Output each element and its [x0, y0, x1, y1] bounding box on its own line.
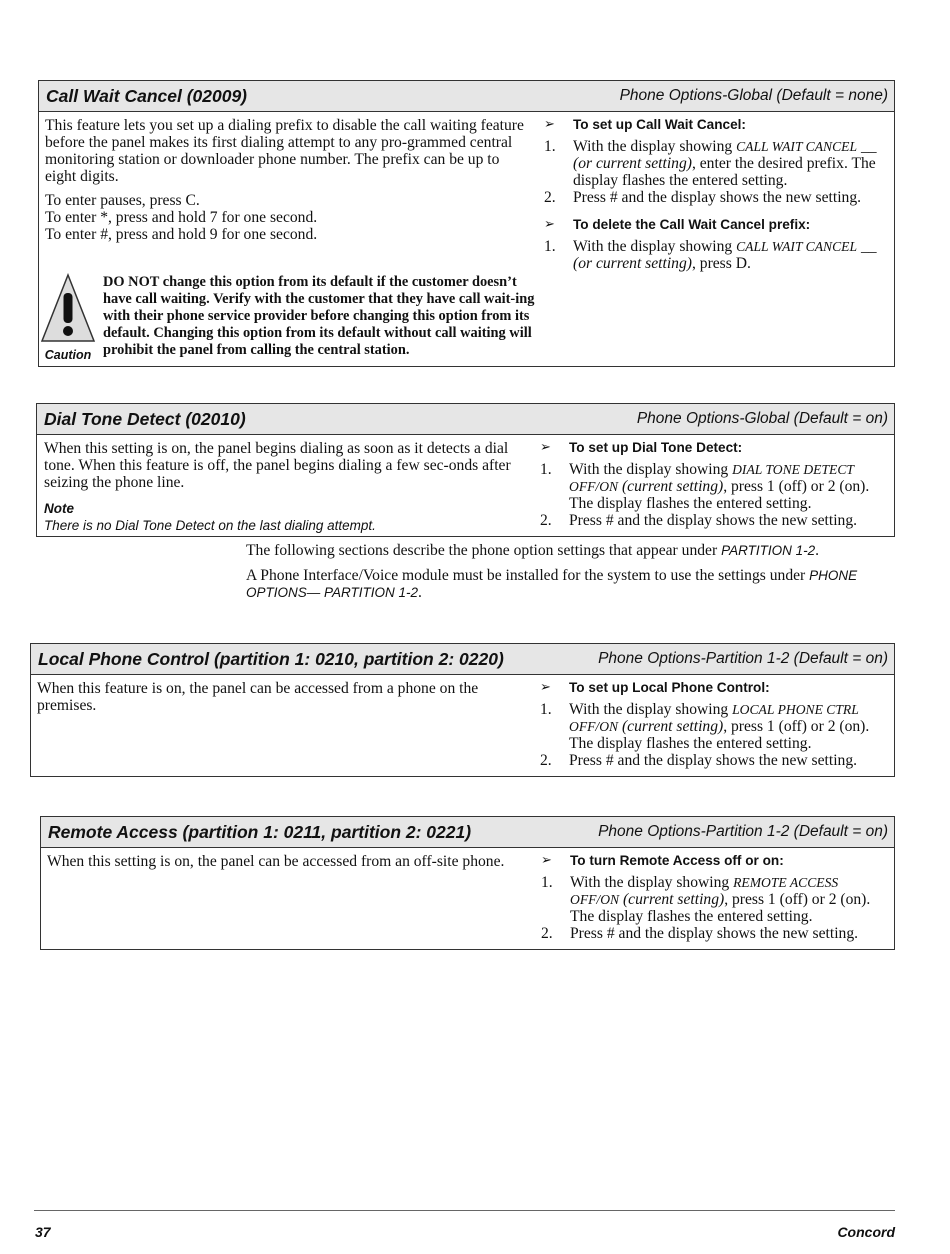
local-phone-description: [37, 680, 517, 721]
procedure-step: 2. Press # and the display shows the new setting.: [541, 925, 859, 942]
description-paragraph: This feature lets you set up a dialing prefix to disable the call waiting feature before the panel makes its first dialing attempt to any pro-grammed central monitoring station or downloader phone number. The prefix can be up to eight digits.: [45, 117, 524, 185]
section-header: [41, 817, 894, 848]
procedure-heading: ➢ To set up Call Wait Cancel:: [544, 117, 746, 132]
intro-paragraph: The following sections describe the phone option settings that appear under PARTITION 1-2.: [246, 542, 819, 559]
dial-tone-procedures: [540, 439, 885, 529]
display-text: CALL WAIT CANCEL: [736, 239, 858, 254]
procedure-step: 1. With the display showing CALL WAIT CANCEL __ (or current setting), enter the desired prefix. The display flashes the entered setting.: [544, 138, 877, 189]
procedure-heading: ➢ To delete the Call Wait Cancel prefix:: [544, 217, 811, 232]
display-text: LOCAL PHONE CTRL OFF/ON: [569, 702, 859, 734]
arrowhead-bullet-icon: ➢: [541, 853, 552, 868]
remote-access-description: [47, 853, 507, 877]
procedure-step: 1. With the display showing REMOTE ACCESS OFF/ON (current setting), press 1 (off) or 2 (on). The display flashes the entered setting.: [541, 874, 871, 925]
section-category: Phone Options-Global (Default = none): [619, 87, 888, 104]
description-paragraph: When this feature is on, the panel can be accessed from a phone on the premises.: [37, 680, 479, 714]
section-category: Phone Options-Partition 1-2 (Default = on): [598, 823, 888, 840]
note-heading: Note: [44, 501, 74, 516]
section-category: Phone Options-Global (Default = on): [636, 410, 888, 427]
display-text: CALL WAIT CANCEL: [736, 139, 858, 154]
display-text: DIAL TONE DETECT OFF/ON: [569, 462, 854, 494]
arrowhead-bullet-icon: ➢: [540, 680, 551, 695]
procedure-step: 2. Press # and the display shows the new setting.: [544, 189, 862, 206]
section-header: [37, 404, 894, 435]
procedure-step: 1. With the display showing DIAL TONE DETECT OFF/ON (current setting), press 1 (off) or 2 (on). The display flashes the entered setting.: [540, 461, 870, 512]
procedure-step: 1. With the display showing LOCAL PHONE CTRL OFF/ON (current setting), press 1 (off) or 2 (on). The display flashes the entered setting.: [540, 701, 870, 752]
product-name: Concord: [837, 1224, 895, 1240]
arrowhead-bullet-icon: ➢: [544, 217, 555, 232]
caution-triangle-icon: [40, 273, 96, 343]
procedure-step: 1. With the display showing CALL WAIT CANCEL __ (or current setting), press D.: [544, 238, 877, 272]
note-text: There is no Dial Tone Detect on the last dialing attempt.: [44, 518, 376, 533]
instruction-line: To enter pauses, press C.: [45, 192, 200, 209]
call-wait-description: [45, 117, 525, 243]
procedure-heading: ➢ To set up Dial Tone Detect:: [540, 440, 743, 455]
caution-block: [40, 273, 96, 362]
section-title: Call Wait Cancel (02009): [46, 85, 248, 106]
menu-path: PHONE OPTIONS— PARTITION 1-2: [246, 568, 858, 600]
call-wait-procedures: [544, 116, 889, 272]
section-header: [39, 81, 894, 112]
description-paragraph: When this setting is on, the panel begins dialing as soon as it detects a dial tone. When this feature is off, the panel begins dialing a few sec-onds after seizing the phone line.: [44, 440, 511, 491]
section-category: Phone Options-Partition 1-2 (Default = on): [598, 650, 888, 667]
display-text: REMOTE ACCESS OFF/ON: [570, 875, 839, 907]
procedure-step: 2. Press # and the display shows the new setting.: [540, 512, 858, 529]
procedure-heading: ➢ To turn Remote Access off or on:: [541, 853, 784, 868]
description-paragraph: When this setting is on, the panel can be accessed from an off-site phone.: [47, 853, 505, 870]
section-title: Dial Tone Detect (02010): [44, 408, 246, 429]
caution-text: DO NOT change this option from its default if the customer doesn’t have call waiting. Verify with the customer that they have call wait-ing with their phone service provider before changing this option from its default. Changing this option from its default without call waiting will prohibit the panel from calling the central station.: [103, 274, 535, 358]
dial-tone-description: [44, 440, 522, 534]
section-title: Remote Access (partition 1: 0211, partition 2: 0221): [48, 821, 472, 842]
caution-label: Caution: [44, 348, 92, 362]
procedure-heading: ➢ To set up Local Phone Control:: [540, 680, 770, 695]
local-phone-procedures: [540, 679, 885, 769]
arrowhead-bullet-icon: ➢: [544, 117, 555, 132]
procedure-step: 2. Press # and the display shows the new setting.: [540, 752, 858, 769]
remote-access-procedures: [541, 852, 887, 942]
page-number: 37: [35, 1224, 51, 1240]
section-header: [31, 644, 894, 675]
footer-divider: [34, 1210, 895, 1211]
instruction-line: To enter *, press and hold 7 for one second.: [45, 209, 318, 226]
arrowhead-bullet-icon: ➢: [540, 440, 551, 455]
section-title: Local Phone Control (partition 1: 0210, partition 2: 0220): [38, 648, 504, 669]
instruction-line: To enter #, press and hold 9 for one second.: [45, 226, 318, 243]
intro-paragraph: A Phone Interface/Voice module must be installed for the system to use the settings under PHONE OPTIONS— PARTITION 1-2.: [246, 567, 858, 601]
menu-path: PARTITION 1-2: [721, 543, 816, 558]
